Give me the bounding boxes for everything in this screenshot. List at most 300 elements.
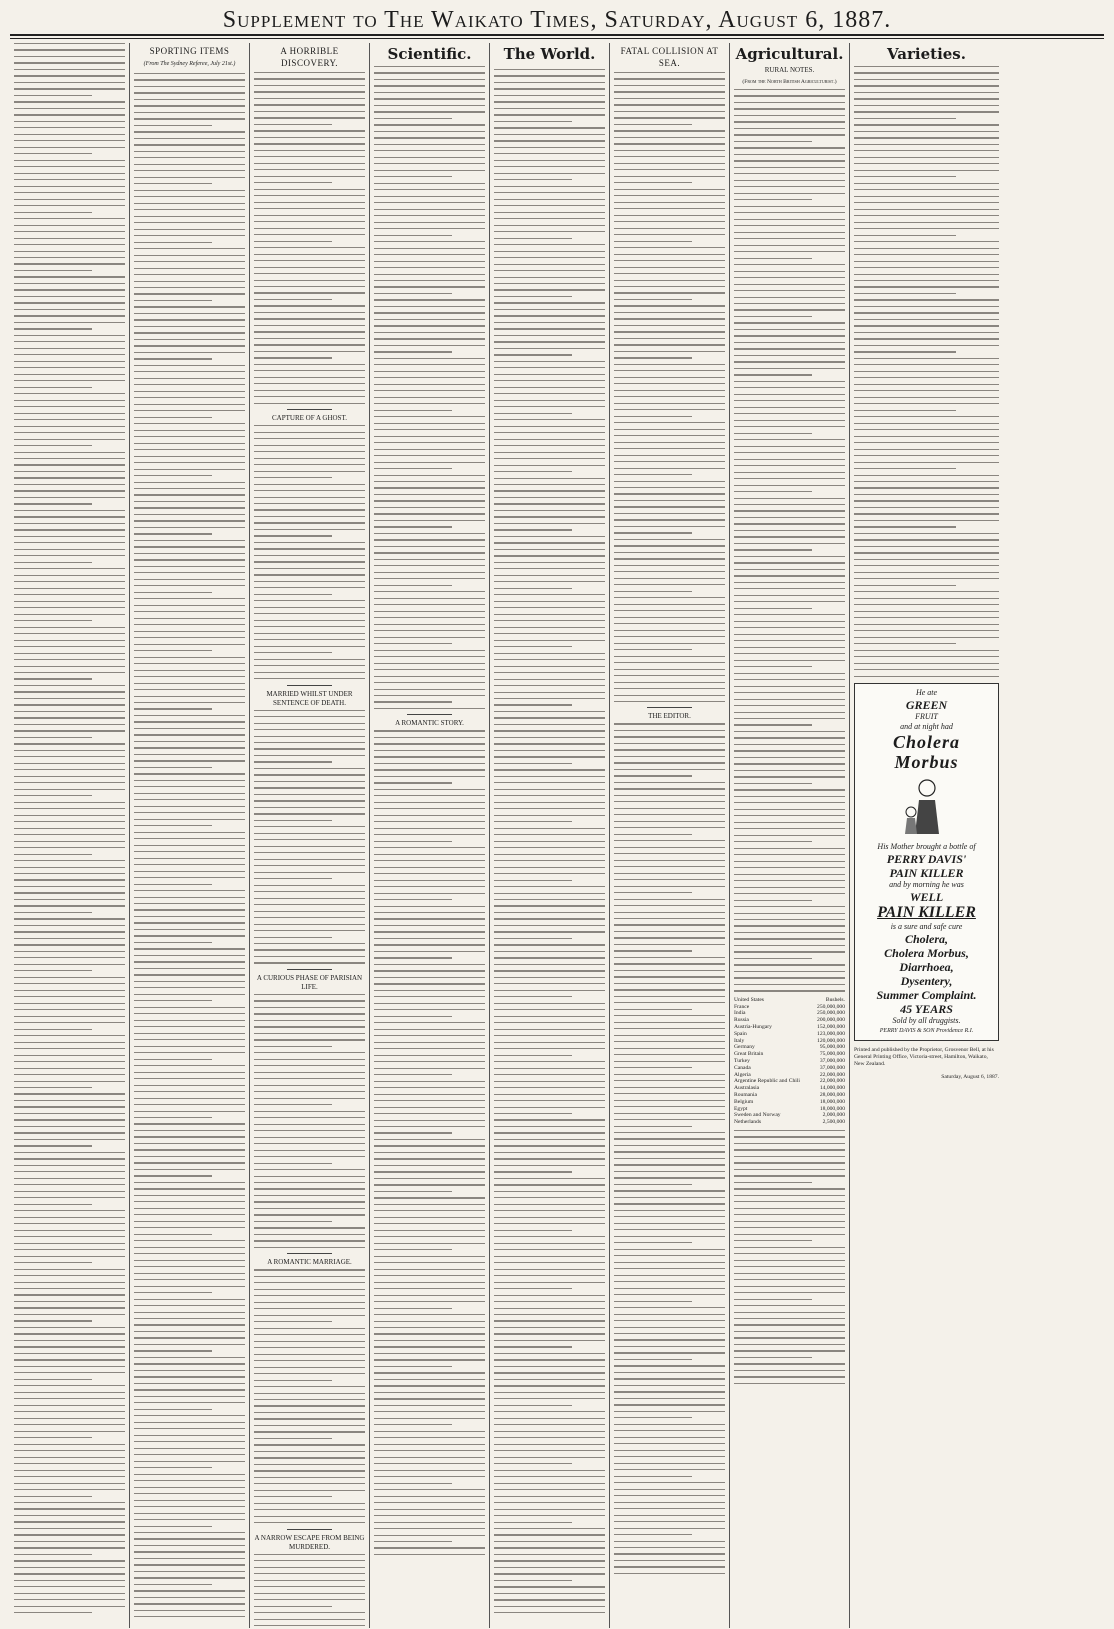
- table-row: [734, 1085, 845, 1092]
- body-text-line: [14, 711, 125, 712]
- body-text-line: [14, 1385, 125, 1386]
- body-text-line: [254, 943, 365, 944]
- body-text-line: [134, 676, 245, 677]
- body-text-line: [734, 763, 845, 764]
- body-text-line: [254, 438, 365, 439]
- body-text-line: [14, 1282, 125, 1283]
- body-text-line: [374, 222, 485, 223]
- body-text-line: [854, 215, 999, 216]
- article-body: [374, 730, 485, 1555]
- body-text-line: [14, 1210, 125, 1211]
- body-text-line: [494, 1398, 605, 1399]
- body-text-line: [134, 851, 245, 852]
- body-text-line: [374, 1113, 485, 1114]
- body-text-line: [374, 215, 485, 216]
- body-text-line: [254, 292, 365, 293]
- body-text-line: [614, 221, 725, 222]
- body-text-line: [374, 1528, 485, 1529]
- body-text-line: [374, 118, 452, 119]
- table-cell-value: 75,000,000: [819, 1051, 845, 1058]
- body-text-line: [374, 1223, 485, 1224]
- body-text-line: [14, 1074, 125, 1075]
- body-text-line: [614, 918, 725, 919]
- body-text-line: [854, 332, 999, 333]
- body-text-line: [14, 704, 125, 705]
- body-text-line: [14, 1437, 92, 1438]
- body-text-line: [134, 514, 245, 515]
- body-text-line: [734, 309, 845, 310]
- body-text-line: [734, 1227, 845, 1228]
- body-text-line: [614, 396, 725, 397]
- body-text-line: [374, 847, 485, 848]
- body-text-line: [734, 368, 845, 369]
- body-text-line: [254, 1573, 365, 1574]
- body-text-line: [14, 789, 125, 790]
- body-text-line: [374, 1243, 485, 1244]
- body-text-line: [254, 156, 365, 157]
- body-text-line: [614, 1327, 725, 1328]
- table-cell-value: 2,500,000: [822, 1119, 845, 1126]
- body-text-line: [134, 1085, 245, 1086]
- body-text-line: [14, 555, 125, 556]
- article-body: [734, 89, 845, 992]
- body-text-line: [254, 885, 365, 886]
- body-text-line: [134, 378, 245, 379]
- body-text-line: [734, 147, 845, 148]
- body-text-line: [374, 183, 485, 184]
- body-text-line: [854, 312, 999, 313]
- body-text-line: [14, 867, 125, 868]
- body-text-line: [14, 879, 125, 880]
- body-text-line: [614, 873, 725, 874]
- body-text-line: [854, 656, 999, 657]
- body-text-line: [254, 1334, 365, 1335]
- body-text-line: [614, 976, 725, 977]
- body-text-line: [614, 1294, 725, 1295]
- body-text-line: [134, 1461, 245, 1462]
- body-text-line: [614, 422, 725, 423]
- body-text-line: [254, 1039, 365, 1040]
- body-text-line: [134, 209, 245, 210]
- body-text-line: [374, 364, 485, 365]
- body-text-line: [734, 1337, 845, 1338]
- body-text-line: [734, 1175, 845, 1176]
- table-row: [734, 1099, 845, 1106]
- body-text-line: [254, 594, 332, 595]
- body-text-line: [734, 361, 845, 362]
- body-text-line: [134, 819, 245, 820]
- body-text-line: [254, 390, 365, 391]
- body-text-line: [494, 1547, 605, 1548]
- body-text-line: [734, 783, 812, 784]
- body-text-line: [854, 630, 999, 631]
- body-text-line: [614, 351, 725, 352]
- body-text-line: [614, 1333, 725, 1334]
- body-text-line: [614, 1113, 725, 1114]
- body-text-line: [14, 802, 125, 803]
- body-text-line: [614, 1430, 725, 1431]
- body-text-line: [494, 627, 605, 628]
- body-text-line: [494, 1197, 605, 1198]
- body-text-line: [494, 730, 605, 731]
- body-text-line: [374, 743, 485, 744]
- body-text-line: [134, 1026, 245, 1027]
- body-text-line: [494, 1366, 605, 1367]
- body-text-line: [614, 241, 692, 242]
- body-text-line: [254, 568, 365, 569]
- body-text-line: [614, 1255, 725, 1256]
- body-text-line: [494, 173, 605, 174]
- table-row: [734, 1112, 845, 1119]
- body-text-line: [614, 1028, 725, 1029]
- body-text-line: [854, 241, 999, 242]
- body-text-line: [134, 760, 245, 761]
- body-text-line: [134, 345, 245, 346]
- body-text-line: [854, 228, 999, 229]
- body-text-line: [494, 458, 605, 459]
- body-text-line: [854, 377, 999, 378]
- body-text-line: [14, 49, 125, 50]
- body-text-line: [614, 519, 725, 520]
- body-text-line: [494, 711, 605, 712]
- body-text-line: [254, 1612, 365, 1613]
- article-subheading: A ROMANTIC STORY.: [395, 719, 464, 728]
- body-text-line: [734, 569, 845, 570]
- body-text-line: [614, 1398, 725, 1399]
- column-5: [490, 43, 610, 1628]
- body-text-line: [374, 1515, 485, 1516]
- body-text-line: [134, 1214, 245, 1215]
- body-text-line: [734, 1324, 845, 1325]
- body-text-line: [254, 117, 365, 118]
- body-text-line: [614, 1074, 725, 1075]
- body-text-line: [14, 1450, 125, 1451]
- body-text-line: [134, 799, 245, 800]
- body-text-line: [134, 1312, 245, 1313]
- body-text-line: [254, 1503, 365, 1504]
- body-text-line: [854, 85, 999, 86]
- table-cell-value: 250,000,000: [817, 1003, 845, 1010]
- body-text-line: [494, 296, 572, 297]
- body-text-line: [614, 1528, 725, 1529]
- columns: [10, 43, 1104, 1628]
- body-text-line: [254, 878, 332, 879]
- body-text-line: [374, 1489, 485, 1490]
- body-text-line: [14, 1314, 125, 1315]
- body-text-line: [134, 125, 212, 126]
- body-text-line: [134, 1564, 245, 1565]
- column-6: [610, 43, 730, 1628]
- table-cell-country: Germany: [734, 1044, 755, 1051]
- body-text-line: [134, 644, 245, 645]
- body-text-line: [374, 1282, 485, 1283]
- body-text-line: [494, 536, 605, 537]
- body-text-line: [374, 1048, 485, 1049]
- body-text-line: [14, 1249, 125, 1250]
- body-text-line: [374, 144, 485, 145]
- agricultural-heading: Agricultural.: [735, 45, 844, 63]
- body-text-line: [614, 1119, 725, 1120]
- body-text-line: [134, 741, 245, 742]
- body-text-line: [734, 1253, 845, 1254]
- body-text-line: [614, 299, 692, 300]
- body-text-line: [134, 1506, 245, 1507]
- body-text-line: [614, 1158, 725, 1159]
- body-text-line: [254, 208, 365, 209]
- body-text-line: [374, 1217, 485, 1218]
- body-text-line: [614, 808, 725, 809]
- body-text-line: [14, 56, 125, 57]
- body-text-line: [14, 1307, 125, 1308]
- table-cell-country: Argentine Republic and Chili: [734, 1078, 800, 1085]
- body-text-line: [254, 1341, 365, 1342]
- body-text-line: [374, 1094, 485, 1095]
- body-text-line: [374, 410, 452, 411]
- body-text-line: [14, 309, 125, 310]
- body-text-line: [854, 261, 999, 262]
- body-text-line: [14, 1379, 92, 1380]
- body-text-line: [734, 925, 845, 926]
- body-text-line: [254, 1150, 365, 1151]
- body-text-line: [614, 91, 725, 92]
- body-text-line: [374, 578, 485, 579]
- body-text-line: [374, 689, 485, 690]
- article-divider: [287, 1253, 331, 1254]
- body-text-line: [134, 592, 212, 593]
- body-text-line: [494, 1113, 572, 1114]
- body-text-line: [494, 1431, 605, 1432]
- body-text-line: [14, 834, 125, 835]
- body-text-line: [254, 807, 365, 808]
- body-text-line: [134, 1292, 212, 1293]
- body-text-line: [134, 585, 245, 586]
- body-text-line: [494, 1042, 605, 1043]
- body-text-line: [254, 338, 365, 339]
- body-text-line: [614, 827, 725, 828]
- body-text-line: [254, 1269, 365, 1270]
- body-text-line: [374, 371, 485, 372]
- table-row: [734, 997, 845, 1004]
- body-text-line: [134, 1370, 245, 1371]
- body-text-line: [254, 962, 365, 963]
- body-text-line: [14, 730, 125, 731]
- body-text-line: [134, 112, 245, 113]
- body-text-line: [614, 383, 725, 384]
- body-text-line: [14, 905, 125, 906]
- body-text-line: [374, 1547, 485, 1548]
- body-text-line: [734, 861, 845, 862]
- body-text-line: [494, 1606, 605, 1607]
- body-text-line: [734, 906, 845, 907]
- body-text-line: [494, 1392, 605, 1393]
- body-text-line: [14, 1145, 92, 1146]
- body-text-line: [494, 205, 605, 206]
- body-text-line: [734, 660, 845, 661]
- body-text-line: [614, 688, 725, 689]
- body-text-line: [614, 1138, 725, 1139]
- body-text-line: [254, 516, 365, 517]
- body-text-line: [734, 1136, 845, 1137]
- body-text-line: [254, 1091, 365, 1092]
- body-text-line: [614, 899, 725, 900]
- table-cell-value: 200,000,000: [817, 1017, 845, 1024]
- body-text-line: [14, 854, 92, 855]
- body-text-line: [374, 1171, 485, 1172]
- body-text-line: [854, 150, 999, 151]
- body-text-line: [374, 416, 485, 417]
- body-text-line: [614, 545, 725, 546]
- body-text-line: [134, 332, 245, 333]
- body-text-line: [254, 1438, 332, 1439]
- body-text-line: [494, 1282, 605, 1283]
- body-text-line: [254, 859, 365, 860]
- body-text-line: [134, 650, 212, 651]
- body-text-line: [734, 543, 845, 544]
- body-text-line: [374, 1463, 485, 1464]
- body-text-line: [854, 364, 999, 365]
- body-text-line: [494, 620, 605, 621]
- ad-line-1: He ate: [915, 687, 938, 697]
- rural-notes-source: (From the North British Agriculturist.): [742, 79, 837, 85]
- body-text-line: [134, 942, 212, 943]
- body-text-line: [494, 1476, 605, 1477]
- table-cell-value: 95,000,000: [819, 1044, 845, 1051]
- sporting-items-source: (From The Sydney Referee, July 21st.): [143, 61, 236, 67]
- body-text-line: [494, 1145, 605, 1146]
- body-text-line: [14, 1586, 125, 1587]
- body-text-line: [494, 1560, 605, 1561]
- body-text-line: [734, 485, 845, 486]
- body-text-line: [254, 1554, 365, 1555]
- body-text-line: [614, 273, 725, 274]
- article-body: [614, 723, 725, 1574]
- article-body: [254, 1269, 365, 1523]
- body-text-line: [734, 1357, 812, 1358]
- body-text-line: [14, 1515, 125, 1516]
- body-text-line: [14, 1048, 125, 1049]
- body-text-line: [14, 419, 125, 420]
- body-text-line: [734, 1331, 845, 1332]
- body-text-line: [254, 267, 365, 268]
- body-text-line: [494, 886, 605, 887]
- body-text-line: [134, 1013, 245, 1014]
- body-text-line: [374, 403, 485, 404]
- body-text-line: [854, 267, 999, 268]
- body-text-line: [374, 1398, 485, 1399]
- body-text-line: [494, 380, 605, 381]
- body-text-line: [734, 919, 845, 920]
- body-text-line: [494, 1022, 605, 1023]
- body-text-line: [14, 892, 125, 893]
- article-divider: [287, 685, 331, 686]
- body-text-line: [494, 1580, 572, 1581]
- body-text-line: [374, 1308, 452, 1309]
- body-text-line: [614, 1450, 725, 1451]
- body-text-line: [254, 1156, 365, 1157]
- body-text-line: [134, 1324, 245, 1325]
- body-text-line: [614, 390, 725, 391]
- body-text-line: [854, 429, 999, 430]
- body-text-line: [854, 410, 956, 411]
- body-text-line: [134, 1558, 245, 1559]
- body-text-line: [134, 1396, 245, 1397]
- body-text-line: [614, 163, 725, 164]
- body-text-line: [14, 1171, 125, 1172]
- body-text-line: [254, 1308, 365, 1309]
- body-text-line: [854, 507, 999, 508]
- body-text-line: [494, 1385, 605, 1386]
- body-text-line: [614, 247, 725, 248]
- body-text-line: [134, 533, 212, 534]
- body-text-line: [254, 1431, 365, 1432]
- body-text-line: [254, 1130, 365, 1131]
- body-text-line: [614, 662, 725, 663]
- body-text-line: [494, 1003, 605, 1004]
- body-text-line: [854, 189, 999, 190]
- body-text-line: [494, 186, 605, 187]
- body-text-line: [614, 130, 725, 131]
- body-text-line: [134, 858, 245, 859]
- body-text-line: [14, 925, 125, 926]
- body-text-line: [854, 455, 999, 456]
- body-text-line: [854, 624, 999, 625]
- body-text-line: [494, 588, 572, 589]
- article-subheading: CAPTURE OF A GHOST.: [272, 414, 347, 423]
- body-text-line: [134, 702, 245, 703]
- body-text-line: [134, 845, 245, 846]
- table-row: [734, 1119, 845, 1126]
- body-text-line: [254, 1046, 332, 1047]
- body-text-line: [374, 552, 485, 553]
- body-text-line: [374, 533, 485, 534]
- body-text-line: [374, 912, 485, 913]
- table-cell-value: 37,000,000: [819, 1057, 845, 1064]
- body-text-line: [614, 723, 725, 724]
- body-text-line: [614, 821, 725, 822]
- body-text-line: [494, 1204, 605, 1205]
- body-text-line: [254, 1176, 365, 1177]
- body-text-line: [14, 672, 125, 673]
- body-text-line: [14, 212, 92, 213]
- body-text-line: [14, 1359, 125, 1360]
- body-text-line: [614, 1339, 725, 1340]
- body-text-line: [734, 407, 845, 408]
- body-text-line: [854, 403, 999, 404]
- body-text-line: [134, 1603, 245, 1604]
- body-text-line: [734, 1188, 845, 1189]
- body-text-line: [494, 309, 605, 310]
- body-text-line: [494, 1418, 605, 1419]
- body-text-line: [254, 1143, 365, 1144]
- body-text-line: [854, 351, 956, 352]
- body-text-line: [494, 1353, 605, 1354]
- body-text-line: [14, 251, 125, 252]
- body-text-line: [614, 866, 725, 867]
- body-text-line: [614, 1443, 725, 1444]
- body-text-line: [734, 387, 845, 388]
- body-text-line: [134, 1584, 212, 1585]
- body-text-line: [14, 1476, 125, 1477]
- body-text-line: [494, 1262, 605, 1263]
- body-text-line: [614, 931, 725, 932]
- body-text-line: [254, 561, 365, 562]
- body-text-line: [614, 610, 725, 611]
- column-4: [370, 43, 490, 1628]
- body-text-line: [254, 813, 365, 814]
- body-text-line: [494, 944, 605, 945]
- body-text-line: [14, 160, 125, 161]
- ad-line-16: Diarrhoea,: [899, 960, 954, 975]
